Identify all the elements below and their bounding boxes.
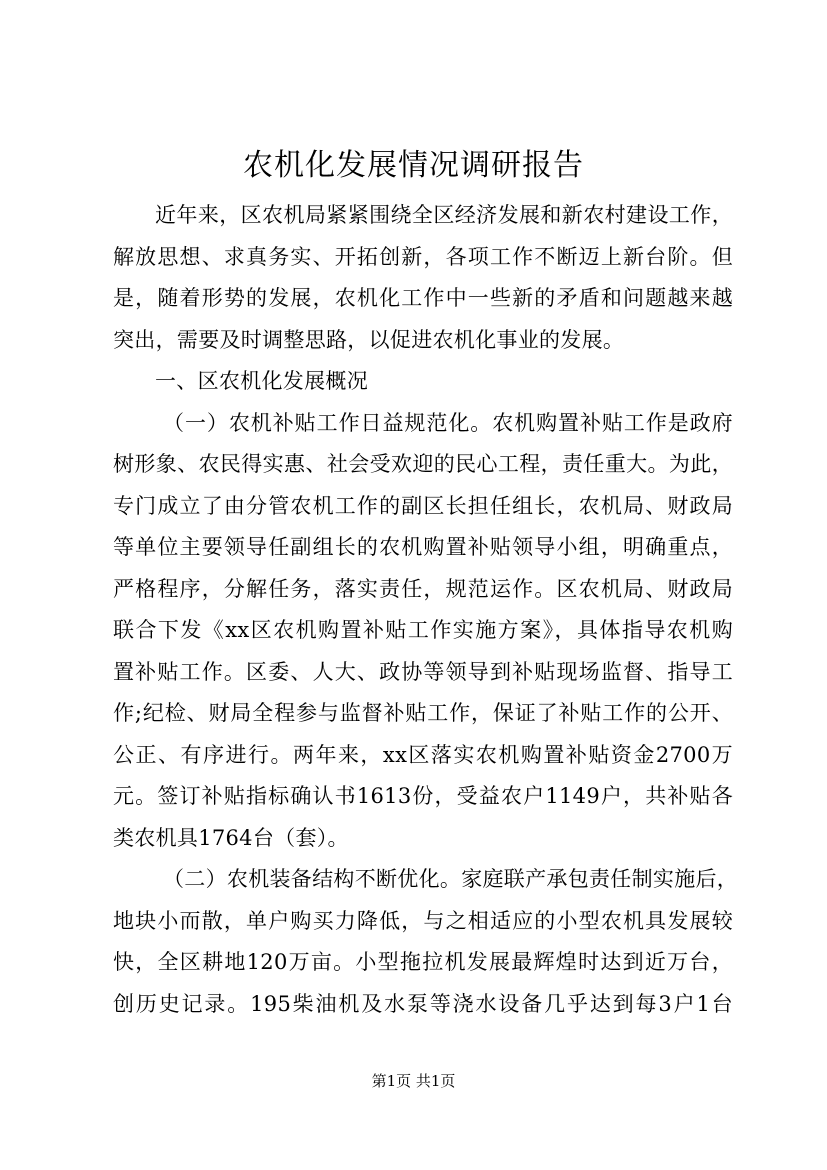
body-line: 公正、有序进行。两年来，xx区落实农机购置补贴资金2700万 — [113, 742, 733, 767]
body-line: 等单位主要领导任副组长的农机购置补贴领导小组，明确重点， — [113, 535, 733, 559]
body-line: 解放思想、求真务实、开拓创新，各项工作不断迈上新台阶。但 — [113, 244, 733, 269]
body-line: 专门成立了由分管农机工作的副区长担任组长，农机局、财政局 — [113, 493, 733, 518]
body-line: 树形象、农民得实惠、社会受欢迎的民心工程，责任重大。为此， — [113, 452, 733, 476]
body-line: 近年来，区农机局紧紧围绕全区经济发展和新农村建设工作， — [155, 203, 733, 227]
body-line: 严格程序，分解任务，落实责任，规范运作。区农机局、财政局 — [113, 576, 733, 601]
body-line: 是，随着形势的发展，农机化工作中一些新的矛盾和问题越来越 — [113, 286, 733, 310]
body-line: 突出，需要及时调整思路，以促进农机化事业的发展。 — [113, 327, 625, 352]
body-line: 作;纪检、财局全程参与监督补贴工作，保证了补贴工作的公开、 — [113, 701, 733, 725]
page-footer: 第1页 共1页 — [371, 1072, 456, 1090]
document-title: 农机化发展情况调研报告 — [243, 148, 584, 183]
body-line: （二）农机装备结构不断优化。家庭联产承包责任制实施后， — [163, 867, 739, 891]
body-line: 创历史记录。195柴油机及水泵等浇水设备几乎达到每3户1台 — [113, 991, 733, 1016]
body-line: 置补贴工作。区委、人大、政协等领导到补贴现场监督、指导工 — [113, 659, 733, 684]
body-line: 地块小而散，单户购买力降低，与之相适应的小型农机具发展较 — [113, 908, 733, 933]
document-body — [113, 195, 739, 1025]
body-line: 快，全区耕地120万亩。小型拖拉机发展最辉煌时达到近万台， — [113, 950, 733, 974]
body-line: 类农机具1764台（套）。 — [113, 825, 349, 850]
body-line: （一）农机补贴工作日益规范化。农机购置补贴工作是政府 — [163, 410, 733, 435]
body-line: 元。签订补贴指标确认书1613份，受益农户1149户，共补贴各 — [113, 784, 733, 808]
section-heading: 一、区农机化发展概况 — [155, 369, 368, 393]
body-line: 联合下发《xx区农机购置补贴工作实施方案》，具体指导农机购 — [113, 618, 733, 642]
